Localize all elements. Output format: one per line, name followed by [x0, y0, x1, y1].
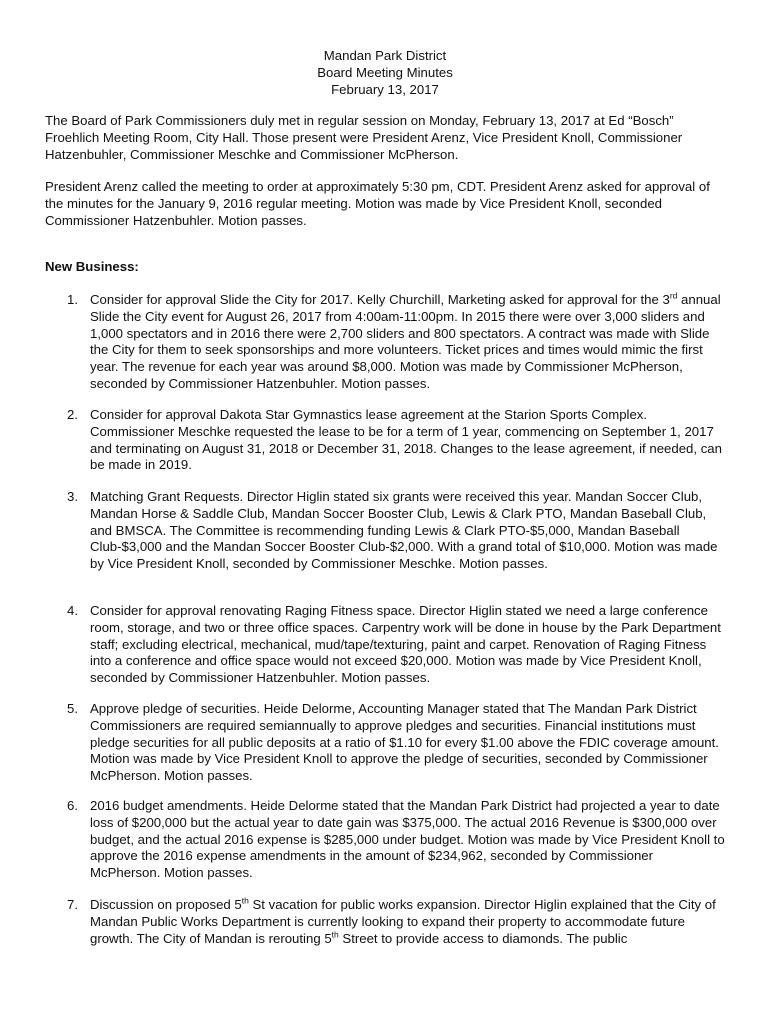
list-item	[67, 292, 727, 393]
item-text: Matching Grant Requests. Director Higlin stated six grants were received this year. Mandan Soccer Club, Mandan Horse & Saddle Club, Mandan Soccer Booster Club, Lewis & Clark PTO, Mandan Baseball Club, and BMSCA. The Committee is recommending funding Lewis & Clark PTO-$5,000, Mandan Baseball Club-$3,000 and the Mandan Soccer Booster Club-$2,000. With a grand total of $10,000. Motion was made by Vice President Knoll, seconded by Commissioner Meschke. Motion passes.	[90, 489, 718, 572]
section-heading: New Business:	[45, 259, 139, 274]
organization-name: Mandan Park District	[323, 48, 447, 63]
item-number: 1.	[67, 292, 78, 307]
list-item	[67, 701, 727, 785]
item-text: Discussion on proposed 5th St vacation for public works expansion. Director Higlin explained that the City of Mandan Public Works Department is currently looking to expand their property to accommodate future growth. The City of Mandan is rerouting 5th Street to provide access to diamonds. The public	[90, 895, 716, 946]
meeting-date: February 13, 2017	[331, 82, 439, 97]
item-number: 2.	[67, 407, 78, 422]
item-number: 3.	[67, 489, 78, 504]
list-item	[67, 897, 727, 947]
item-text: 2016 budget amendments. Heide Delorme stated that the Mandan Park District had projected a year to date loss of $200,000 but the actual year to date gain was $375,000. The actual 2016 Revenue is $300,000 over budget, and the actual 2016 expense is $285,000 under budget. Motion was made by Vice President Knoll to approve the 2016 expense amendments in the amount of $234,962, seconded by Commissioner McPherson. Motion passes.	[90, 798, 725, 881]
list-item	[67, 798, 727, 882]
call-to-order-paragraph: President Arenz called the meeting to order at approximately 5:30 pm, CDT. President Arenz asked for approval of the minutes for the January 9, 2016 regular meeting. Motion was made by Vice President Knoll, seconded Commissioner Hatzenbuhler. Motion passes.	[45, 179, 710, 228]
item-number: 7.	[67, 897, 78, 912]
list-item	[67, 407, 727, 474]
list-item	[67, 489, 727, 573]
item-text: Consider for approval Slide the City for 2017. Kelly Churchill, Marketing asked for approval for the 3rd annual Slide the City event for August 26, 2017 from 4:00am-11:00pm. In 2015 there were over 3,000 sliders and 1,000 spectators and in 2016 there were 2,700 sliders and 800 spectators. A contract was made with Slide the City for them to seek sponsorships and more volunteers. Ticket prices and times would mimic the first year. The revenue for each year was around $8,000. Motion was made by Commissioner McPherson, seconded by Commissioner Hatzenbuhler. Motion passes.	[90, 290, 721, 391]
document-header	[0, 47, 770, 98]
item-number: 5.	[67, 701, 78, 716]
document-title: Board Meeting Minutes	[317, 65, 453, 80]
list-item	[67, 603, 727, 687]
item-number: 4.	[67, 603, 78, 618]
item-text: Consider for approval renovating Raging Fitness space. Director Higlin stated we need a large conference room, storage, and two or three office spaces. Carpentry work will be done in house by the Park Department staff; excluding electrical, mechanical, mud/tape/texturing, paint and carpet. Renovation of Raging Fitness into a conference and office space would not exceed $20,000. Motion was made by Vice President Knoll, seconded by Commissioner Hatzenbuhler. Motion passes.	[90, 603, 721, 686]
item-number: 6.	[67, 798, 78, 813]
item-text: Approve pledge of securities. Heide Delorme, Accounting Manager stated that The Mandan Park District Commissioners are required semiannually to approve pledges and securities. Financial institutions must pledge securities for all public deposits at a ratio of $1.10 for every $1.00 above the FDIC coverage amount. Motion was made by Vice President Knoll to approve the pledge of securities, seconded by Commissioner McPherson. Motion passes.	[90, 701, 719, 784]
intro-paragraph: The Board of Park Commissioners duly met in regular session on Monday, February 13, 2017 at Ed “Bosch” Froehlich Meeting Room, City Hall. Those present were President Arenz, Vice President Knoll, Commissioner Hatzenbuhler, Commissioner Meschke and Commissioner McPherson.	[45, 113, 683, 162]
item-text: Consider for approval Dakota Star Gymnastics lease agreement at the Starion Sports Complex. Commissioner Meschke requested the lease to be for a term of 1 year, commencing on September 1, 2017 and terminating on August 31, 2018 or December 31, 2018. Changes to the lease agreement, if needed, can be made in 2019.	[90, 407, 722, 473]
